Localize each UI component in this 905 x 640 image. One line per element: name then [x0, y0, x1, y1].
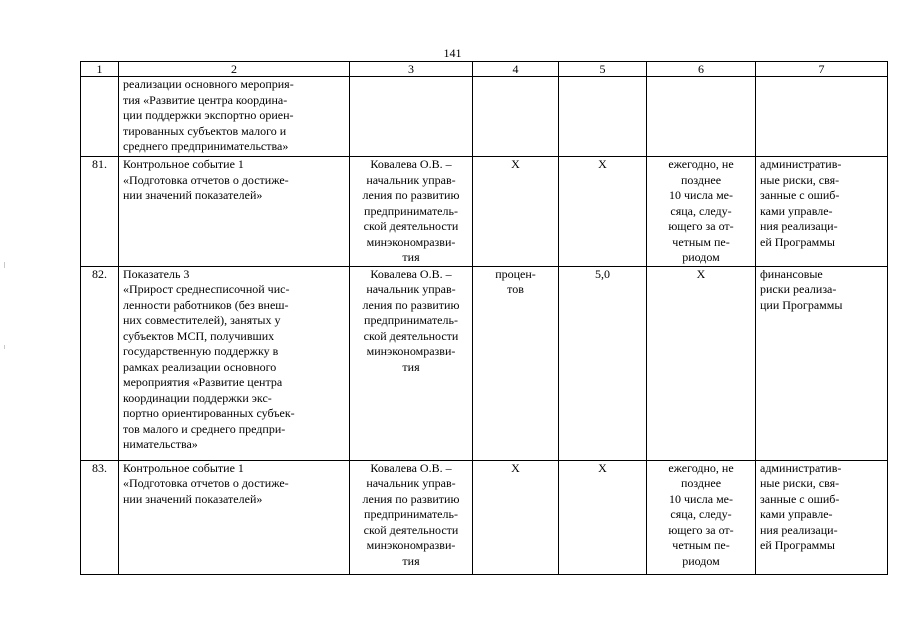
description-cell	[119, 266, 350, 460]
column-number: 7	[756, 62, 888, 77]
cell-text-line: ками управле-	[760, 203, 833, 218]
cell-text-line: реализации основного мероприя-	[123, 77, 294, 91]
unit-cell	[473, 460, 559, 574]
risks-cell	[756, 77, 888, 157]
cell-text-line: портно ориентированных субъек-	[123, 406, 295, 420]
cell-text-line: Контрольное событие 1	[123, 460, 244, 475]
cell-text-line: административ-	[760, 460, 842, 475]
unit-cell	[473, 266, 559, 460]
cell-text-line: тия	[402, 250, 420, 264]
cell-text-line: ные риски, свя-	[760, 476, 840, 490]
deadline-cell	[647, 157, 756, 267]
cell-text-line: Показатель 3	[123, 266, 190, 281]
description-cell	[119, 77, 350, 157]
cell-text-line: ей Программы	[760, 538, 835, 552]
cell-text-line: ции Программы	[760, 297, 843, 312]
cell-text-line: начальник управ-	[366, 282, 456, 296]
cell-text-line: позднее	[680, 172, 722, 187]
cell-text-line: ской деятельности	[363, 219, 459, 233]
cell-text-line: государственную поддержку в	[123, 344, 279, 358]
cell-text-line: ные риски, свя-	[760, 172, 840, 187]
cell-text-line: Х	[696, 266, 706, 281]
row-number-cell	[81, 77, 119, 157]
risks-cell	[756, 266, 888, 460]
cell-text-line: ками управле-	[760, 507, 833, 521]
table-row	[81, 157, 888, 267]
unit-cell	[473, 77, 559, 157]
column-number-row	[81, 62, 888, 77]
cell-text-line: начальник управ-	[366, 476, 456, 490]
cell-text-line: «Прирост среднесписочной чис-	[123, 282, 290, 296]
column-number: 1	[81, 62, 119, 77]
measures-table	[80, 61, 888, 575]
cell-text-line: координации поддержки экс-	[123, 390, 272, 405]
cell-text-line: тия «Развитие центра координа-	[123, 92, 288, 107]
cell-text-line: Х	[598, 460, 607, 475]
cell-text-line: субъектов МСП, получивших	[123, 328, 275, 343]
cell-text-line: четным пе-	[672, 538, 730, 552]
cell-text-line: Ковалева О.В. –	[370, 266, 452, 281]
cell-text-line: 5,0	[595, 266, 610, 281]
cell-text-line: позднее	[680, 476, 722, 490]
scan-margin-mark	[4, 345, 5, 349]
responsible-cell	[350, 77, 473, 157]
cell-text-line: ления по развитию	[362, 297, 460, 312]
cell-text-line: тов	[507, 282, 524, 296]
responsible-cell	[350, 266, 473, 460]
cell-text-line: нии значений показателей»	[123, 188, 263, 202]
cell-text-line: ющего за от-	[668, 522, 734, 537]
cell-text-line: процен-	[495, 266, 536, 281]
cell-text-line: финансовые	[760, 266, 823, 281]
table-body	[81, 77, 888, 575]
scan-margin-mark	[4, 262, 5, 268]
cell-text-line: ей Программы	[760, 234, 835, 249]
value-cell	[559, 157, 647, 267]
cell-text-line: мероприятия «Развитие центра	[123, 375, 283, 389]
cell-text-line: рамках реализации основного	[123, 359, 277, 374]
table-row	[81, 77, 888, 157]
cell-text-line: ежегодно, не	[668, 460, 734, 475]
cell-text-line: риодом	[682, 553, 720, 568]
cell-text-line: четным пе-	[672, 234, 730, 249]
column-number: 2	[119, 62, 350, 77]
row-number-cell: 81.	[81, 157, 119, 267]
cell-text-line: предприниматель-	[364, 313, 458, 327]
cell-text-line: минэкономразви-	[366, 538, 456, 552]
deadline-cell	[647, 77, 756, 157]
cell-text-line: предприниматель-	[364, 507, 458, 521]
risks-cell	[756, 460, 888, 574]
page-number: 141	[443, 46, 462, 60]
cell-text-line: занные с ошиб-	[760, 491, 840, 506]
table-row	[81, 460, 888, 574]
unit-cell	[473, 157, 559, 267]
value-cell	[559, 77, 647, 157]
cell-text-line: тированных субъектов малого и	[123, 123, 287, 138]
deadline-cell	[647, 266, 756, 460]
responsible-cell	[350, 460, 473, 574]
cell-text-line: 10 числа ме-	[668, 491, 733, 506]
row-number-cell: 83.	[81, 460, 119, 574]
cell-text-line: 10 числа ме-	[668, 188, 733, 202]
risks-cell	[756, 157, 888, 267]
cell-text-line: ской деятельности	[363, 522, 459, 537]
description-cell	[119, 157, 350, 267]
cell-text-line: ления по развитию	[362, 188, 460, 202]
value-cell	[559, 266, 647, 460]
cell-text-line: минэкономразви-	[366, 344, 456, 358]
cell-text-line: ления по развитию	[362, 491, 460, 506]
cell-text-line: ции поддержки экспортно ориен-	[123, 108, 294, 122]
cell-text-line: «Подготовка отчетов о достиже-	[123, 172, 289, 187]
cell-text-line: ния реализаци-	[760, 522, 838, 537]
cell-text-line: тов малого и среднего предпри-	[123, 421, 286, 436]
cell-text-line: начальник управ-	[366, 172, 456, 187]
cell-text-line: тия	[402, 359, 420, 374]
cell-text-line: среднего предпринимательства»	[123, 139, 289, 153]
table-row	[81, 266, 888, 460]
cell-text-line: Х	[598, 157, 607, 171]
cell-text-line: «Подготовка отчетов о достиже-	[123, 476, 289, 490]
cell-text-line: Ковалева О.В. –	[370, 460, 452, 475]
row-number-cell: 82.	[81, 266, 119, 460]
cell-text-line: Ковалева О.В. –	[370, 157, 452, 171]
cell-text-line: нии значений показателей»	[123, 491, 263, 506]
value-cell	[559, 460, 647, 574]
cell-text-line: тия	[402, 553, 420, 568]
cell-text-line: Х	[511, 460, 520, 475]
responsible-cell	[350, 157, 473, 267]
cell-text-line: занные с ошиб-	[760, 188, 840, 202]
cell-text-line: риски реализа-	[760, 282, 837, 296]
cell-text-line: ской деятельности	[363, 328, 459, 343]
deadline-cell	[647, 460, 756, 574]
cell-text-line: нимательства»	[123, 437, 198, 451]
column-number: 5	[559, 62, 647, 77]
description-cell	[119, 460, 350, 574]
cell-text-line: ежегодно, не	[668, 157, 734, 171]
cell-text-line: Х	[511, 157, 520, 171]
cell-text-line: ленности работников (без внеш-	[123, 297, 289, 312]
cell-text-line: административ-	[760, 157, 842, 171]
column-number: 6	[647, 62, 756, 77]
cell-text-line: сяца, следу-	[670, 203, 732, 218]
cell-text-line: ния реализаци-	[760, 219, 838, 233]
cell-text-line: них совместителей), занятых у	[123, 313, 281, 327]
cell-text-line: Контрольное событие 1	[123, 157, 244, 171]
cell-text-line: сяца, следу-	[670, 507, 732, 521]
cell-text-line: риодом	[682, 250, 720, 264]
column-number: 3	[350, 62, 473, 77]
cell-text-line: минэкономразви-	[366, 234, 456, 249]
cell-text-line: ющего за от-	[668, 219, 734, 233]
column-number: 4	[473, 62, 559, 77]
cell-text-line: предприниматель-	[364, 203, 458, 218]
